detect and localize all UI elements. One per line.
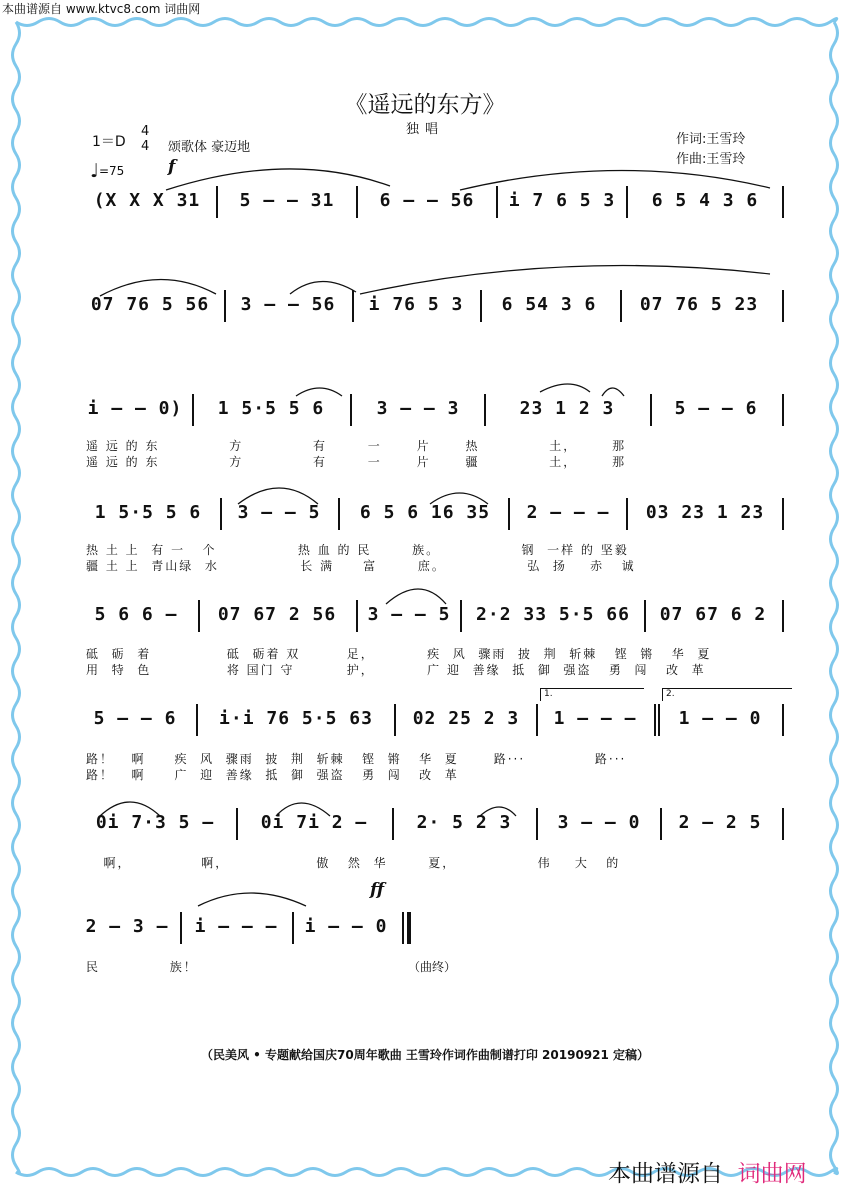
- wavy-border-edge: [16, 19, 837, 26]
- measure: 07 67 2 56: [217, 604, 337, 625]
- measure: 5 6 6 –: [94, 604, 178, 625]
- barline: [356, 600, 358, 632]
- lyric-line: 路！ 啊 疾 风 骤雨 披 荆 斩棘 铿 锵 华 夏 路··· 路···: [86, 752, 627, 766]
- style-marking: 颂歌体 豪迈地: [168, 140, 251, 155]
- barline: [338, 498, 340, 530]
- measure: 23 1 2 3: [519, 398, 615, 419]
- measure: i – – 0: [304, 916, 388, 937]
- barline: [192, 394, 194, 426]
- measure: 07 76 5 56: [90, 294, 210, 315]
- measure: 07 67 6 2: [659, 604, 767, 625]
- lyric-line: 遥 远 的 东 方 有 一 片 疆 土， 那: [86, 455, 627, 469]
- composer-credit: 作曲:王雪玲: [676, 152, 746, 167]
- measure: 6 5 4 3 6: [651, 190, 759, 211]
- final-barline-thin: [402, 912, 404, 944]
- measure: 2 – 3 –: [85, 916, 169, 937]
- barline: [620, 290, 622, 322]
- measure: 6 5 6 16 35: [359, 502, 491, 523]
- barline: [782, 498, 784, 530]
- barline: [782, 290, 784, 322]
- barline: [626, 186, 628, 218]
- measure: 5 – – 6: [674, 398, 758, 419]
- measure: 1 5·5 5 6: [94, 502, 202, 523]
- measure: 07 76 5 23: [639, 294, 759, 315]
- barline: [484, 394, 486, 426]
- barline: [536, 704, 538, 736]
- staff-system-5: [80, 598, 788, 632]
- measure: i 76 5 3: [368, 294, 464, 315]
- measure: 1 – – –: [553, 708, 637, 729]
- barline: [782, 704, 784, 736]
- footer-note: （民美风 • 专题献给国庆70周年歌曲 王雪玲作词作曲制谱打印 20190921 定稿）: [200, 1048, 650, 1062]
- time-signature: [141, 124, 149, 154]
- barline: [782, 186, 784, 218]
- barline: [392, 808, 394, 840]
- measure: 0i 7·3 5 –: [95, 812, 215, 833]
- measure: 1 5·5 5 6: [217, 398, 325, 419]
- repeat-barline: [658, 704, 660, 736]
- measure: 2 – – –: [526, 502, 610, 523]
- measure: 2· 5 2 3: [416, 812, 512, 833]
- lyric-line: 路！ 啊 广 迎 善缘 抵 御 强盗 勇 闯 改 革: [86, 768, 459, 782]
- staff-system-3: [80, 392, 788, 426]
- barline: [196, 704, 198, 736]
- staff-system-8: [80, 910, 420, 944]
- volta-second-ending: 2.: [662, 688, 792, 701]
- barline: [660, 808, 662, 840]
- lyric-line: 啊， 啊， 傲 然 华 夏， 伟 大 的: [86, 856, 621, 870]
- volta-first-ending: 1.: [540, 688, 644, 701]
- end-mark: （曲终）: [408, 960, 457, 974]
- measure: i – – –: [194, 916, 278, 937]
- barline: [536, 808, 538, 840]
- brand-text-a: 本曲谱源自: [608, 1161, 723, 1187]
- staff-system-1: [80, 184, 788, 218]
- quarter-note-icon: ♩: [90, 160, 99, 182]
- lyricist-credit: 作词:王雪玲: [676, 132, 746, 147]
- measure: 6 – – 56: [379, 190, 475, 211]
- barline: [352, 290, 354, 322]
- time-bottom: 4: [141, 139, 150, 154]
- measure: 3 – – 56: [240, 294, 336, 315]
- time-top: 4: [141, 124, 150, 139]
- measure: 3 – – 5: [237, 502, 321, 523]
- key-signature: 1＝D: [92, 134, 126, 150]
- barline: [198, 600, 200, 632]
- barline: [782, 600, 784, 632]
- barline: [356, 186, 358, 218]
- dynamic-fortissimo: ff: [370, 880, 385, 900]
- barline: [236, 808, 238, 840]
- song-title: 《遥远的东方》: [344, 92, 506, 118]
- site-header-text: 本曲谱源自 www.ktvc8.com 词曲网: [2, 2, 201, 16]
- measure: i 7 6 5 3: [508, 190, 616, 211]
- barline: [394, 704, 396, 736]
- measure: 5 – – 6: [93, 708, 177, 729]
- barline: [350, 394, 352, 426]
- barline: [480, 290, 482, 322]
- lyric-line: 热 土 上 有 一 个 热 血 的 民 族。 钢 一样 的 坚毅: [86, 543, 629, 557]
- lyric-line: 用 特 色 将 国门 守 护， 广 迎 善缘 抵 御 强盗 勇 闯 改 革: [86, 663, 706, 677]
- measure: 6 54 3 6: [501, 294, 597, 315]
- barline: [460, 600, 462, 632]
- final-barline-thick: [407, 912, 411, 944]
- lyric-line: 疆 土 上 青山绿 水 长 满 富 庶。 弘 扬 赤 诚: [86, 559, 636, 573]
- tempo-marking: [90, 160, 124, 182]
- lyric-line: 民 族！: [86, 960, 198, 974]
- barline: [496, 186, 498, 218]
- wavy-border-edge: [831, 22, 838, 1174]
- staff-system-6: [80, 702, 788, 736]
- measure: 03 23 1 23: [645, 502, 765, 523]
- wavy-border-edge: [13, 22, 20, 1174]
- repeat-barline: [654, 704, 656, 736]
- measure: 3 – – 3: [376, 398, 460, 419]
- barline: [782, 808, 784, 840]
- barline: [782, 394, 784, 426]
- staff-system-7: [80, 806, 788, 840]
- song-subtitle: 独唱: [405, 122, 444, 137]
- measure: 2·2 33 5·5 66: [476, 604, 630, 625]
- measure: 3 – – 5: [367, 604, 451, 625]
- measure: 5 – – 31: [239, 190, 335, 211]
- barline: [626, 498, 628, 530]
- measure: 1 – – 0: [678, 708, 762, 729]
- measure: 02 25 2 3: [412, 708, 520, 729]
- barline: [650, 394, 652, 426]
- tempo-value: =75: [98, 164, 125, 178]
- measure: (X X X 31: [93, 190, 201, 211]
- barline: [224, 290, 226, 322]
- brand-text-b: 词曲网: [737, 1161, 807, 1187]
- barline: [216, 186, 218, 218]
- measure: i – – 0): [87, 398, 183, 419]
- staff-system-2: [80, 288, 788, 322]
- measure: i·i 76 5·5 63: [219, 708, 373, 729]
- barline: [292, 912, 294, 944]
- barline: [508, 498, 510, 530]
- barline: [220, 498, 222, 530]
- measure: 0i 7i 2 –: [260, 812, 368, 833]
- staff-system-4: [80, 496, 788, 530]
- lyric-line: 遥 远 的 东 方 有 一 片 热 土， 那: [86, 439, 627, 453]
- barline: [180, 912, 182, 944]
- lyric-line: 砥 砺 着 砥 砺着 双 足， 疾 风 骤雨 披 荆 斩棘 铿 锵 华 夏: [86, 647, 712, 661]
- brand-mark: [608, 1155, 807, 1188]
- measure: 2 – 2 5: [678, 812, 762, 833]
- barline: [644, 600, 646, 632]
- dynamic-forte: f: [168, 157, 176, 177]
- measure: 3 – – 0: [557, 812, 641, 833]
